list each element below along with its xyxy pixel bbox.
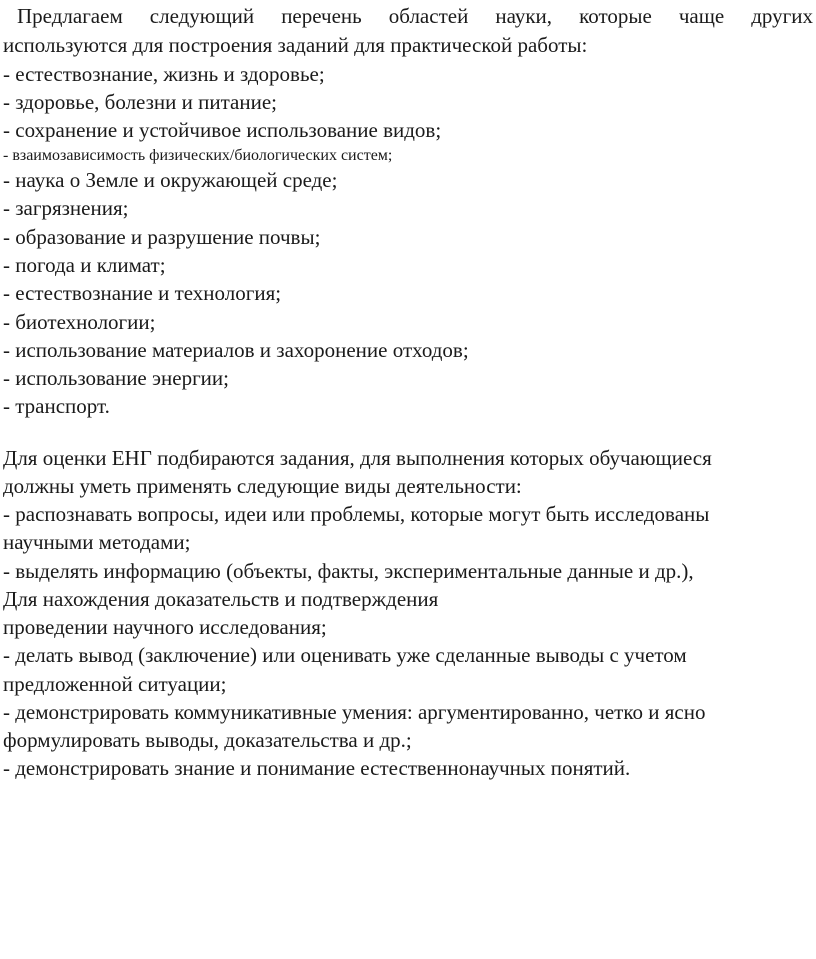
list-item: - взаимозависимость физических/биологических систем;	[3, 147, 393, 164]
paragraph2-line: - распознавать вопросы, идеи или проблемы, которые могут быть исследованы	[3, 502, 710, 526]
paragraph2-line: - выделять информацию (объекты, факты, экспериментальные данные и др.),	[3, 559, 694, 583]
paragraph2-line: формулировать выводы, доказательства и др.;	[3, 728, 412, 752]
list-item: - наука о Земле и окружающей среде;	[3, 168, 338, 192]
list-item: - использование материалов и захоронение отходов;	[3, 338, 469, 362]
paragraph2-line: проведении научного исследования;	[3, 615, 327, 639]
paragraph2-line: должны уметь применять следующие виды деятельности:	[3, 474, 522, 498]
list-item: - естествознание, жизнь и здоровье;	[3, 62, 325, 86]
list-item: - использование энергии;	[3, 366, 229, 390]
paragraph2-line: Для оценки ЕНГ подбираются задания, для выполнения которых обучающиеся	[3, 446, 712, 470]
paragraph2-line: - демонстрировать знание и понимание естественнонаучных понятий.	[3, 756, 631, 780]
list-item: - погода и климат;	[3, 253, 166, 277]
paragraph2-line: - демонстрировать коммуникативные умения: аргументированно, четко и ясно	[3, 700, 706, 724]
intro-line-2: используются для построения заданий для практической работы:	[3, 33, 588, 57]
list-item: - загрязнения;	[3, 196, 129, 220]
list-item: - здоровье, болезни и питание;	[3, 90, 277, 114]
list-item: - биотехнологии;	[3, 310, 156, 334]
paragraph2-line: Для нахождения доказательств и подтверждения	[3, 587, 439, 611]
list-item: - образование и разрушение почвы;	[3, 225, 321, 249]
intro-line-1-text: Предлагаем следующий перечень областей науки, которые чаще других	[17, 4, 813, 28]
list-item: - естествознание и технология;	[3, 281, 282, 305]
list-item: - сохранение и устойчивое использование видов;	[3, 118, 442, 142]
paragraph2-line: - делать вывод (заключение) или оценивать уже сделанные выводы с учетом	[3, 643, 687, 667]
paragraph2-line: предложенной ситуации;	[3, 672, 227, 696]
intro-line-1	[3, 2, 813, 31]
list-item: - транспорт.	[3, 394, 110, 418]
paragraph2-line: научными методами;	[3, 530, 191, 554]
